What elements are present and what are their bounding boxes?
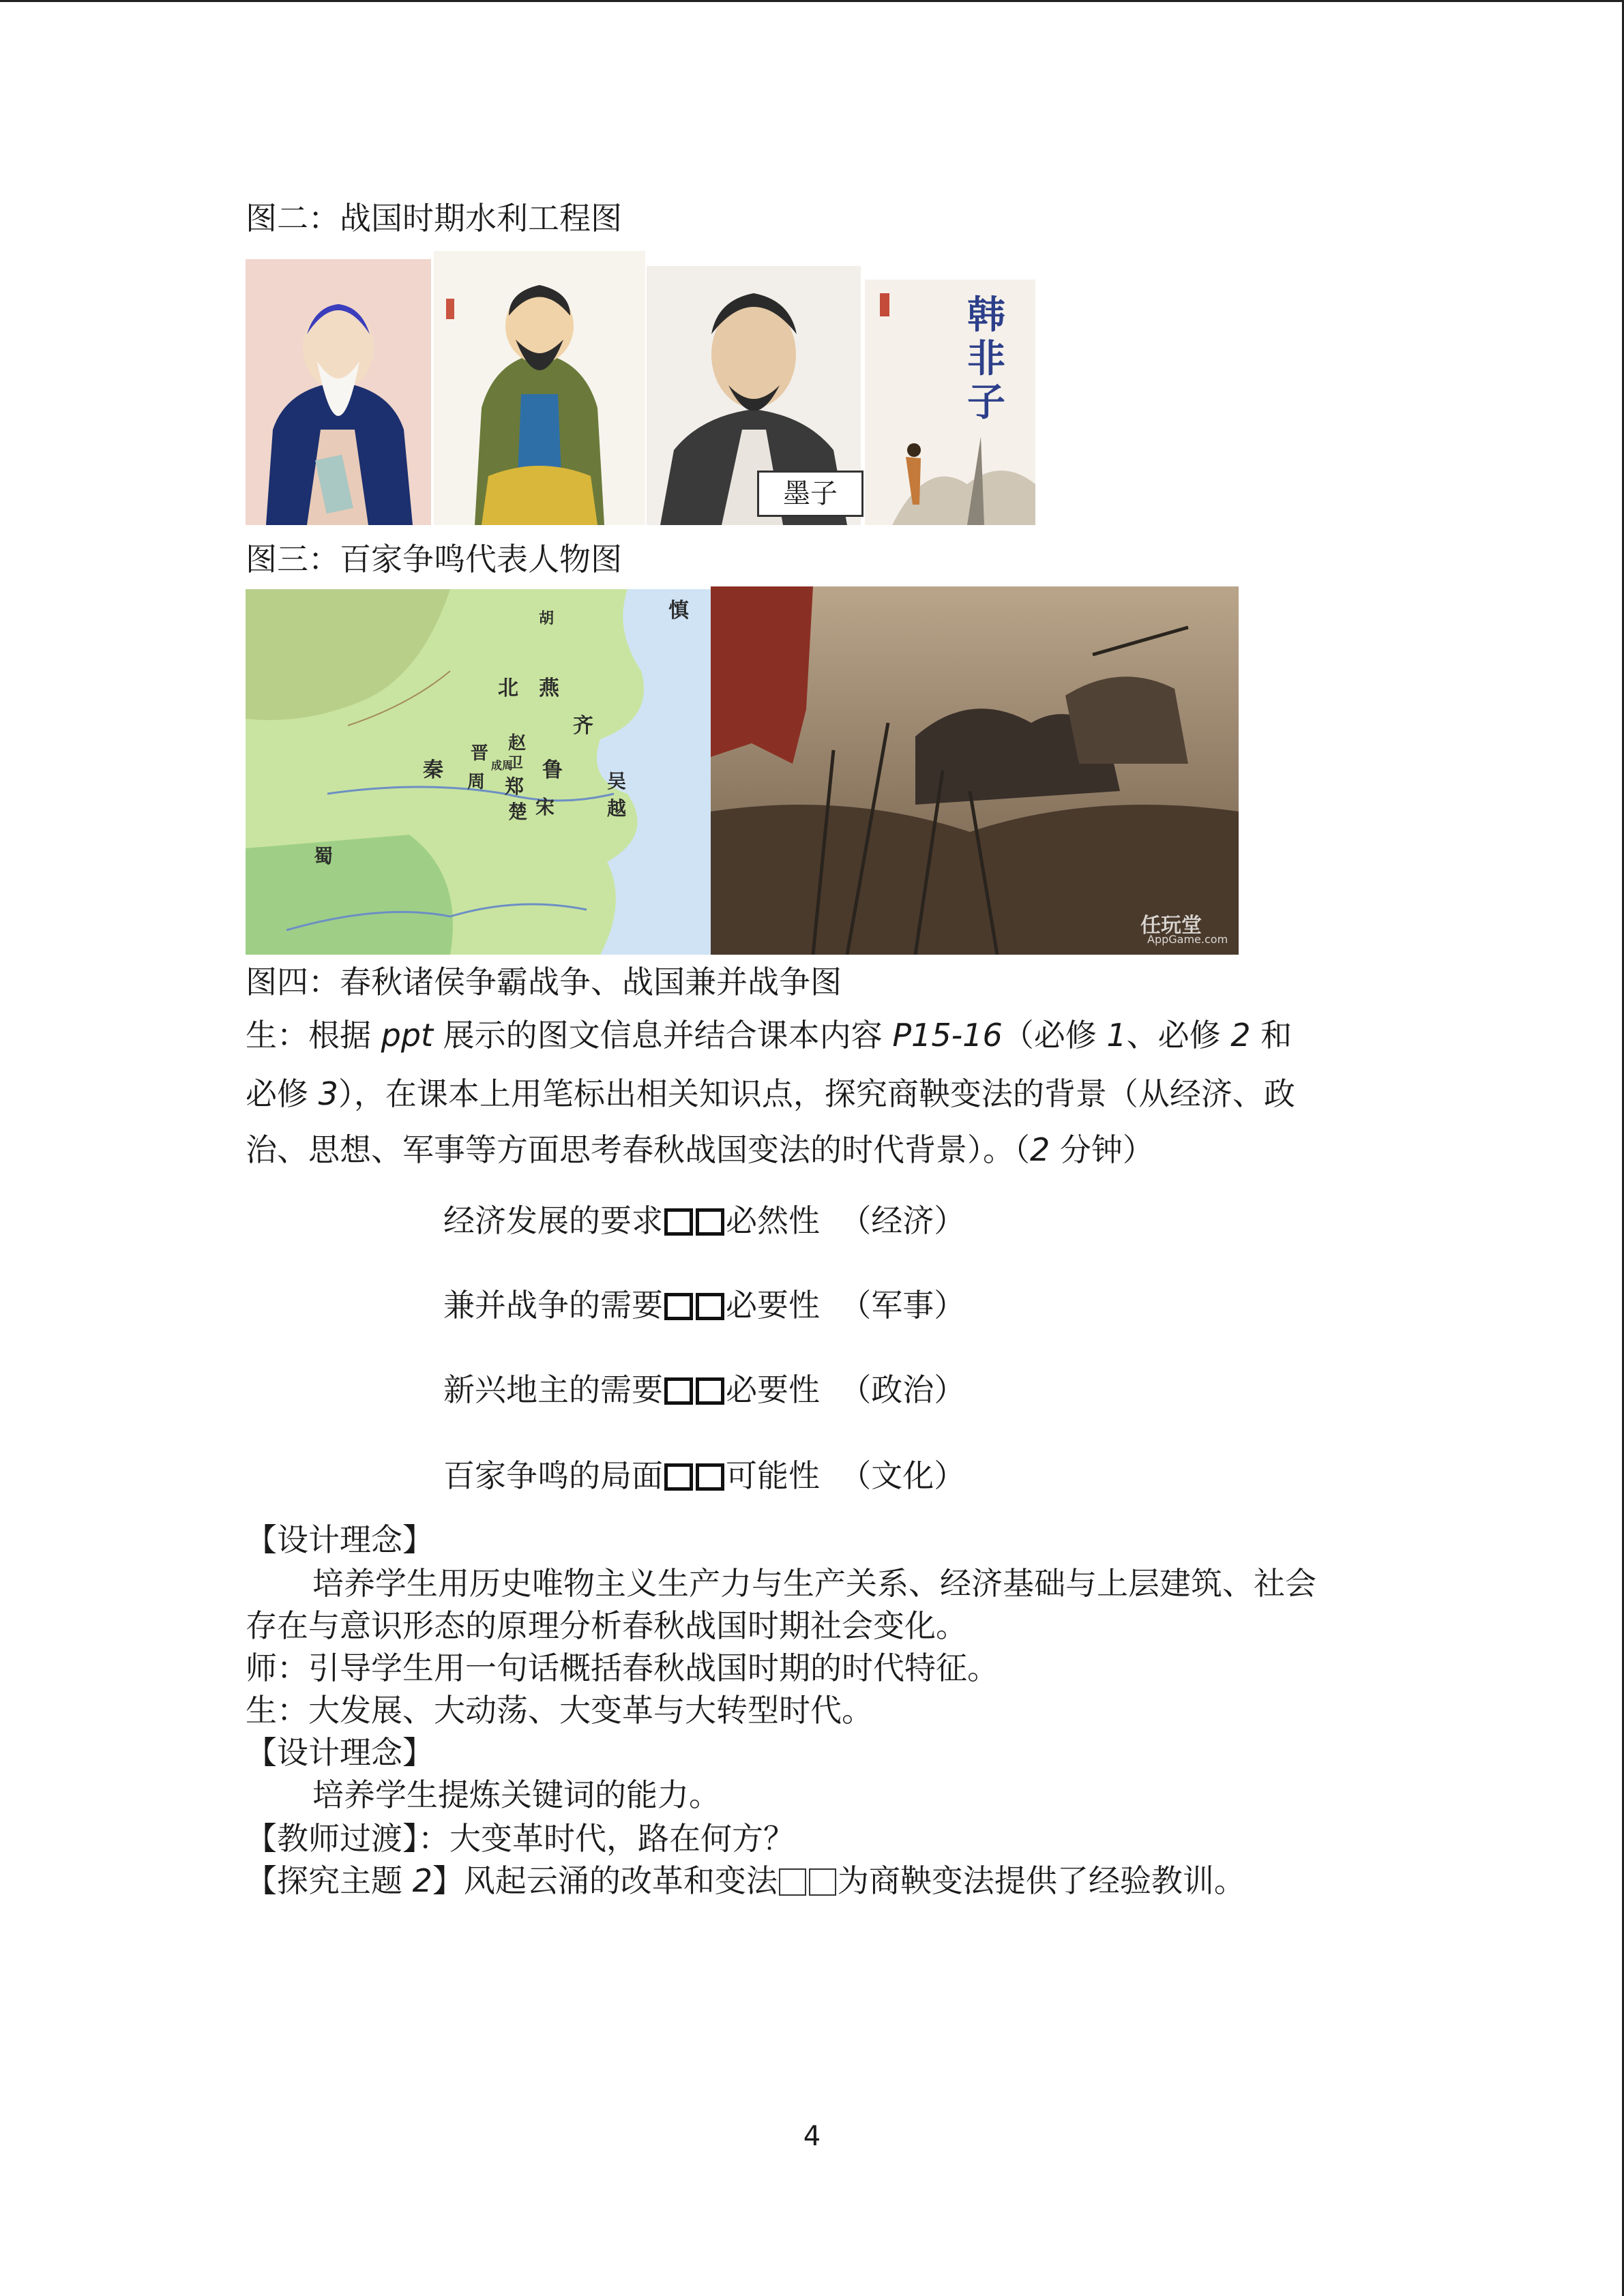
placeholder-box — [696, 1377, 724, 1405]
map-label-zhou: 周 — [467, 772, 486, 792]
map-label-zheng: 郑 — [505, 775, 525, 798]
map-label-chengzhou: 成周 — [491, 759, 514, 772]
background-reason: 新兴地主的需要 — [443, 1371, 663, 1408]
student-task-line-3 — [246, 1128, 1154, 1172]
volume-number: 1 — [1106, 1017, 1127, 1054]
background-item-economy — [443, 1199, 965, 1242]
confucius-portrait — [434, 251, 645, 525]
map-label-lu: 鲁 — [542, 758, 563, 782]
placeholder-box — [664, 1463, 693, 1491]
student-task-text: 和 — [1250, 1017, 1293, 1054]
background-item-military — [443, 1283, 965, 1327]
map-label-jin: 晋 — [471, 743, 489, 764]
design-concept-heading-1: 【设计理念】 — [246, 1521, 434, 1558]
background-category: （政治） — [840, 1371, 966, 1408]
map-label-wei: 卫 — [508, 754, 524, 772]
design-concept-heading-2: 【设计理念】 — [246, 1734, 434, 1771]
background-nature: 必要性 — [726, 1371, 820, 1408]
map-label-qin: 秦 — [423, 758, 443, 782]
map-label-song: 宋 — [535, 796, 555, 818]
book-title: 韩非子 — [967, 293, 1005, 425]
placeholder-box — [696, 1293, 724, 1320]
battle-watermark-sub: AppGame.com — [1147, 933, 1228, 946]
placeholder-box — [809, 1868, 836, 1896]
background-reason: 百家争鸣的局面 — [443, 1457, 663, 1494]
figure-2-caption: 图二：战国时期水利工程图 — [246, 200, 622, 237]
student-task-text: 必修 — [246, 1075, 319, 1112]
page-range: P15-16 — [892, 1017, 1003, 1054]
background-nature: 必要性 — [726, 1287, 820, 1324]
placeholder-box — [664, 1293, 693, 1320]
design-concept-text-1b: 存在与意识形态的原理分析春秋战国时期社会变化。 — [246, 1607, 967, 1644]
teacher-transition: 【教师过渡】：大变革时代，路在何方？ — [246, 1820, 795, 1857]
student-answer: 生：大发展、大动荡、大变革与大转型时代。 — [246, 1692, 873, 1729]
theme-text: 【探究主题 — [246, 1862, 413, 1899]
spring-autumn-map — [246, 589, 711, 955]
theme-number: 2 — [412, 1862, 432, 1899]
teacher-prompt: 师：引导学生用一句话概括春秋战国时期的时代特征。 — [246, 1650, 999, 1686]
placeholder-box — [696, 1463, 724, 1491]
placeholder-box — [664, 1208, 693, 1236]
student-task-text: 展示的图文信息并结合课本内容 — [433, 1017, 893, 1054]
background-item-politics — [443, 1368, 965, 1412]
figure-4-caption: 图四：春秋诸侯争霸战争、战国兼并战争图 — [246, 964, 842, 1000]
placeholder-box — [696, 1208, 724, 1236]
placeholder-box — [779, 1868, 806, 1896]
map-label-yan: 燕 — [539, 676, 559, 700]
student-task-text: 治、思想、军事等方面思考春秋战国变法的时代背景）。（ — [246, 1131, 1030, 1168]
student-task-text: （必修 — [1002, 1017, 1107, 1054]
theme-text: 为商鞅变法提供了经验教训。 — [837, 1862, 1245, 1899]
volume-number: 2 — [1230, 1017, 1251, 1054]
ppt-term: ppt — [381, 1017, 434, 1054]
battle-watermark: 任玩堂 — [1140, 914, 1202, 938]
design-concept-text-2: 培养学生提炼关键词的能力。 — [312, 1776, 720, 1813]
background-reason: 经济发展的要求 — [443, 1202, 663, 1239]
inquiry-theme-2 — [246, 1859, 1245, 1903]
student-task-text: 分钟） — [1050, 1131, 1154, 1168]
background-reason: 兼并战争的需要 — [443, 1287, 663, 1324]
background-nature: 可能性 — [726, 1457, 820, 1494]
background-category: （文化） — [840, 1457, 966, 1494]
design-concept-text-1a: 培养学生用历史唯物主义生产力与生产关系、经济基础与上层建筑、社会 — [312, 1565, 1316, 1602]
background-category: （经济） — [840, 1202, 966, 1239]
background-category: （军事） — [840, 1287, 966, 1324]
student-task-text: 生：根据 — [246, 1017, 381, 1054]
map-label-shu: 蜀 — [314, 845, 334, 867]
map-label-shen: 慎 — [668, 599, 689, 623]
map-label-wu: 吴 — [607, 770, 627, 792]
laozi-portrait — [246, 259, 431, 525]
page-top-border — [0, 0, 1624, 2]
map-label-hu: 胡 — [539, 610, 555, 627]
background-item-culture — [443, 1454, 965, 1497]
hanfeizi-book-cover — [865, 280, 1035, 525]
map-label-zhao: 赵 — [508, 733, 527, 754]
figure-3-caption: 图三：百家争鸣代表人物图 — [246, 541, 622, 578]
placeholder-box — [664, 1377, 693, 1405]
volume-number: 3 — [318, 1075, 338, 1112]
battle-painting — [711, 586, 1239, 955]
map-label-bei: 北 — [498, 676, 518, 700]
background-nature: 必然性 — [726, 1202, 820, 1239]
student-task-text: 、必修 — [1126, 1017, 1231, 1054]
page-number: 4 — [803, 2121, 821, 2152]
student-task-text: ），在课本上用笔标出相关知识点，探究商鞅变法的背景（从经济、政 — [338, 1075, 1295, 1112]
theme-text: 】风起云涌的改革和变法 — [432, 1862, 778, 1899]
map-labels — [246, 589, 711, 955]
mozi-label: 墨子 — [757, 471, 863, 517]
map-label-chu: 楚 — [508, 801, 528, 823]
minutes-number: 2 — [1030, 1131, 1050, 1168]
map-label-qi: 齐 — [573, 714, 593, 738]
student-task-line-1 — [246, 1013, 1292, 1057]
student-task-line-2 — [246, 1072, 1295, 1116]
map-label-yue: 越 — [607, 797, 627, 820]
